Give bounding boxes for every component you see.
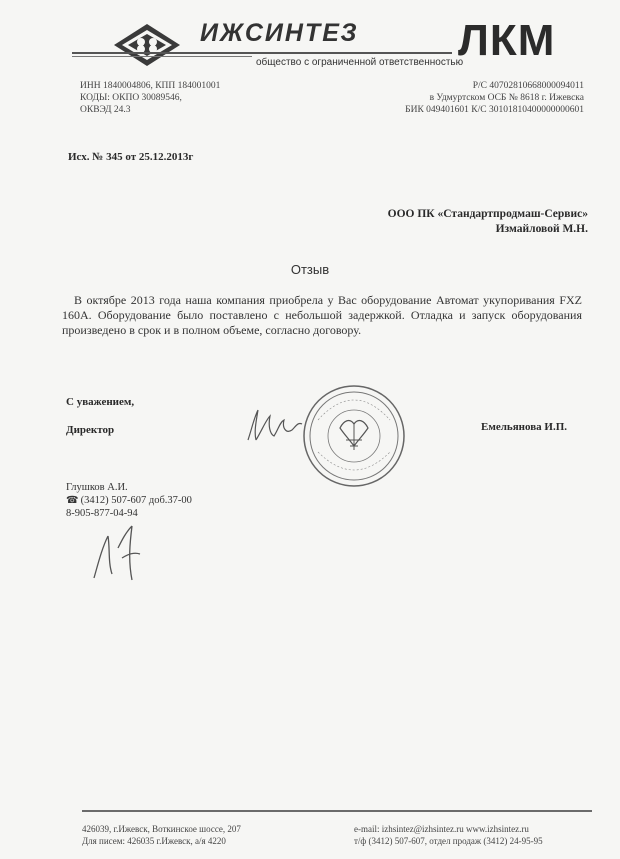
header-rule: [72, 52, 452, 54]
document-title: Отзыв: [290, 262, 330, 277]
brand-suffix: ЛКМ: [458, 16, 556, 65]
requisite-line: Р/С 40702810668000094011: [472, 81, 584, 91]
requisites-right: [405, 80, 584, 116]
contact-person: Глушков А.И.: [66, 482, 128, 493]
company-logo-icon: [112, 22, 182, 68]
executor-signature: [88, 518, 148, 584]
signer-position: Директор: [66, 424, 115, 436]
company-type: общество с ограниченной ответственностью: [256, 57, 464, 68]
contact-phone-work: (3412) 507-607 доб.37-00: [80, 495, 192, 506]
requisite-line: ИНН 1840004806, КПП 184001001: [80, 81, 221, 91]
brand-name: ИЖСИНТЕЗ: [200, 19, 359, 47]
letter-body: В октябре 2013 года наша компания приобрела у Вас оборудование Автомат укупоривания FXZ 160A. Оборудование было поставлено с небольшой задержкой. Отладка и запуск оборудования произведено в срок и в полном объеме, согласно договору.: [62, 293, 582, 337]
footer-address-line: Для писем: 426035 г.Ижевск, а/я 4220: [82, 836, 226, 846]
requisite-line: КОДЫ: ОКПО 30089546,: [80, 93, 182, 103]
footer-address: [82, 823, 241, 847]
requisites-left: [80, 80, 220, 116]
footer-rule: [82, 810, 592, 812]
signer-name: Емельянова И.П.: [481, 421, 568, 433]
outgoing-number: Исх. № 345 от 25.12.2013г: [68, 151, 194, 163]
contact-phone-row: [66, 494, 192, 507]
requisite-line: БИК 049401601 К/С 30101810400000000601: [405, 105, 584, 115]
requisite-line: в Удмуртском ОСБ № 8618 г. Ижевска: [429, 93, 584, 103]
footer-address-line: 426039, г.Ижевск, Воткинское шоссе, 207: [82, 824, 241, 834]
contact-block: [66, 481, 192, 520]
company-seal: [300, 380, 408, 492]
closing-regards: С уважением,: [66, 396, 135, 408]
contact-phone-mobile: 8-905-877-04-94: [66, 508, 138, 519]
addressee: [388, 207, 588, 237]
addressee-person: Измайловой М.Н.: [495, 223, 588, 235]
footer-contacts: [354, 823, 543, 847]
footer-contact-line: e-mail: izhsintez@izhsintez.ru www.izhsintez.ru: [354, 824, 529, 834]
phone-icon: ☎: [66, 495, 79, 506]
addressee-company: ООО ПК «Стандартпродмаш-Сервис»: [387, 208, 588, 220]
requisite-line: ОКВЭД 24.3: [80, 105, 131, 115]
header-rule-thin: [72, 56, 252, 57]
footer-contact-line: т/ф (3412) 507-607, отдел продаж (3412) 24-95-95: [354, 836, 543, 846]
